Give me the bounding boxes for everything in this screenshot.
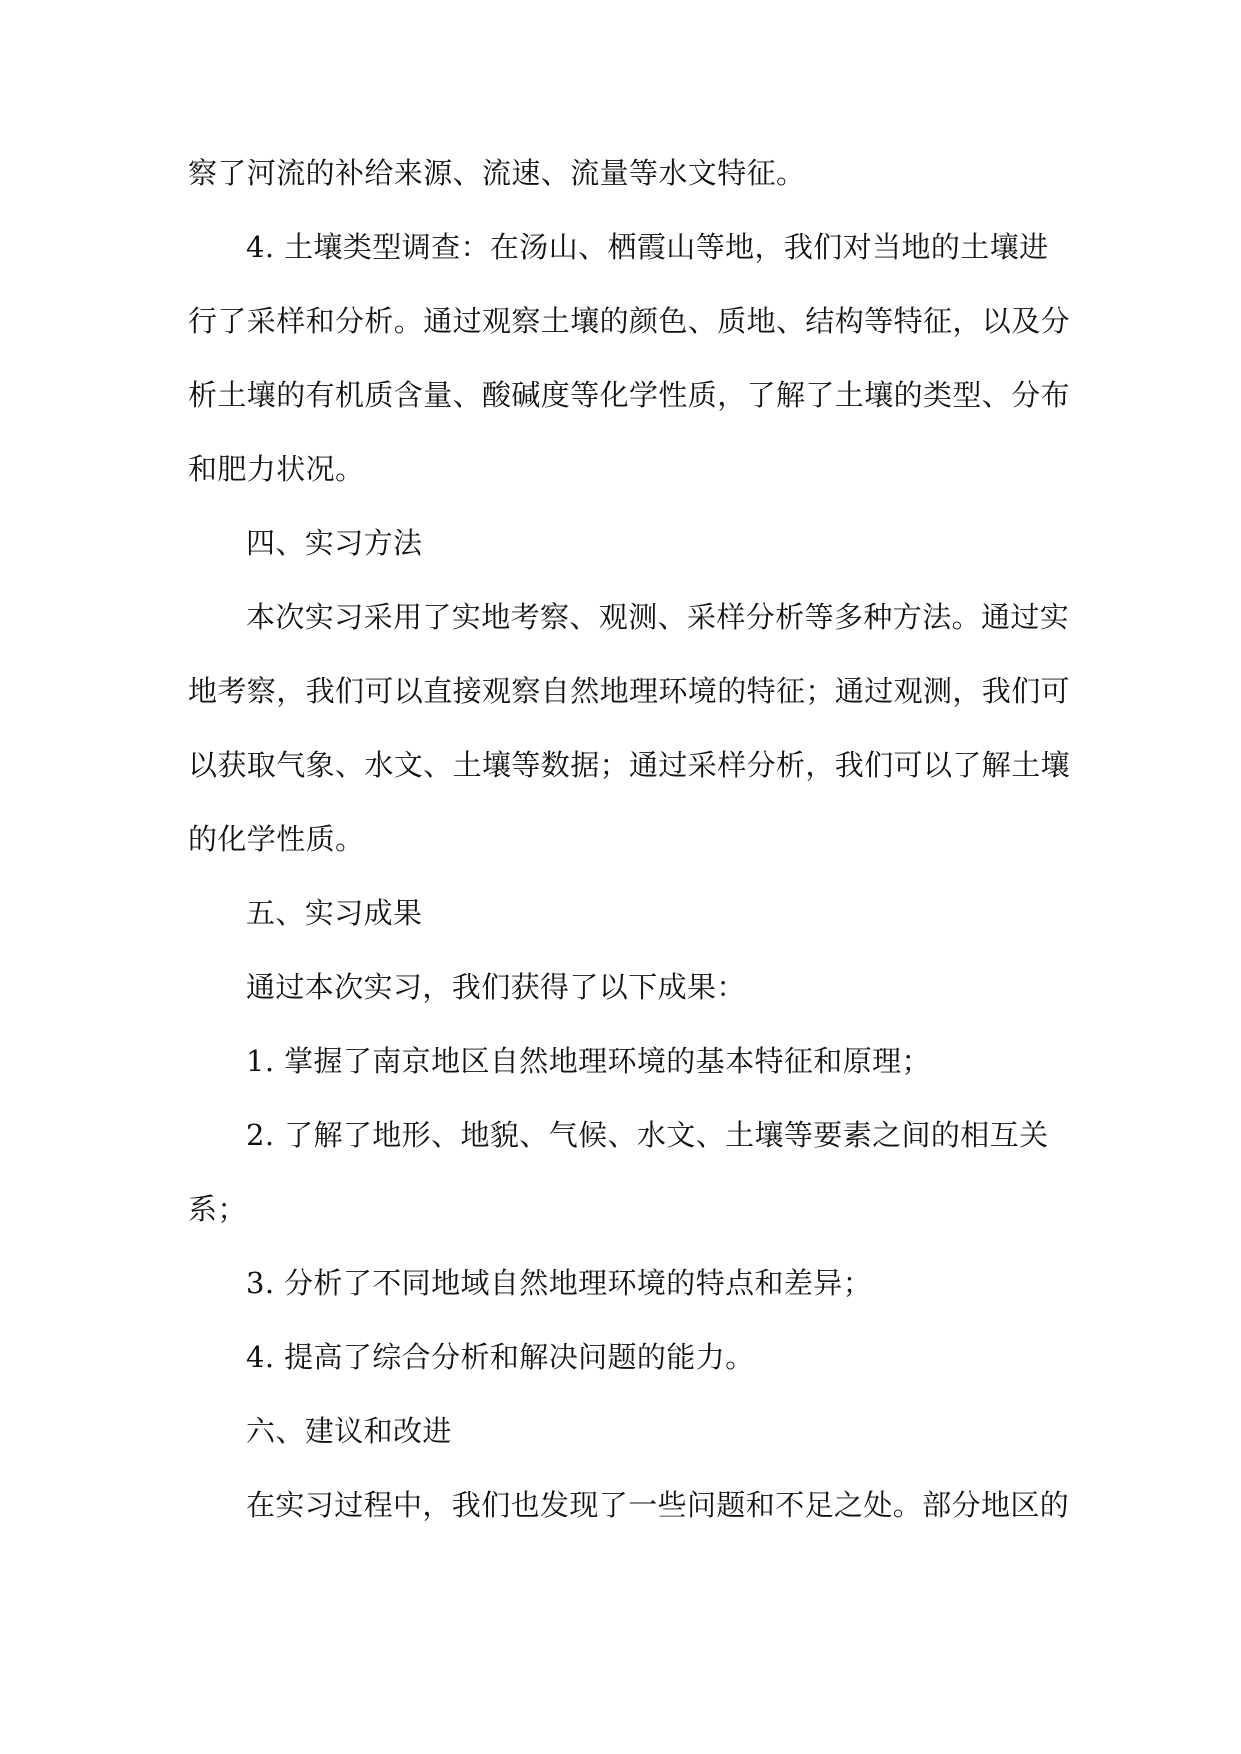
text-line: 察了河流的补给来源、流速、流量等水文特征。 [188, 156, 806, 190]
list-item: 3. 分析了不同地域自然地理环境的特点和差异； [246, 1266, 873, 1300]
text-line: 系； [188, 1192, 247, 1226]
list-item: 4. 土壤类型调查：在汤山、栖霞山等地，我们对当地的土壤进 [246, 230, 1049, 264]
text-line: 通过本次实习，我们获得了以下成果： [246, 970, 746, 1004]
text-line: 行了采样和分析。通过观察土壤的颜色、质地、结构等特征，以及分 [188, 304, 1071, 338]
section-heading: 五、实习成果 [246, 896, 423, 930]
list-item: 1. 掌握了南京地区自然地理环境的基本特征和原理； [246, 1044, 931, 1078]
text-line: 在实习过程中，我们也发现了一些问题和不足之处。部分地区的 [246, 1488, 1070, 1522]
text-line: 以获取气象、水文、土壤等数据；通过采样分析，我们可以了解土壤 [188, 748, 1071, 782]
list-item: 4. 提高了综合分析和解决问题的能力。 [246, 1340, 755, 1374]
list-item: 2. 了解了地形、地貌、气候、水文、土壤等要素之间的相互关 [246, 1118, 1049, 1152]
text-line: 地考察，我们可以直接观察自然地理环境的特征；通过观测，我们可 [188, 674, 1071, 708]
section-heading: 六、建议和改进 [246, 1414, 452, 1448]
text-line: 本次实习采用了实地考察、观测、采样分析等多种方法。通过实 [246, 600, 1070, 634]
section-heading: 四、实习方法 [246, 526, 423, 560]
text-line: 析土壤的有机质含量、酸碱度等化学性质，了解了土壤的类型、分布 [188, 378, 1071, 412]
text-line: 和肥力状况。 [188, 452, 365, 486]
text-line: 的化学性质。 [188, 822, 365, 856]
